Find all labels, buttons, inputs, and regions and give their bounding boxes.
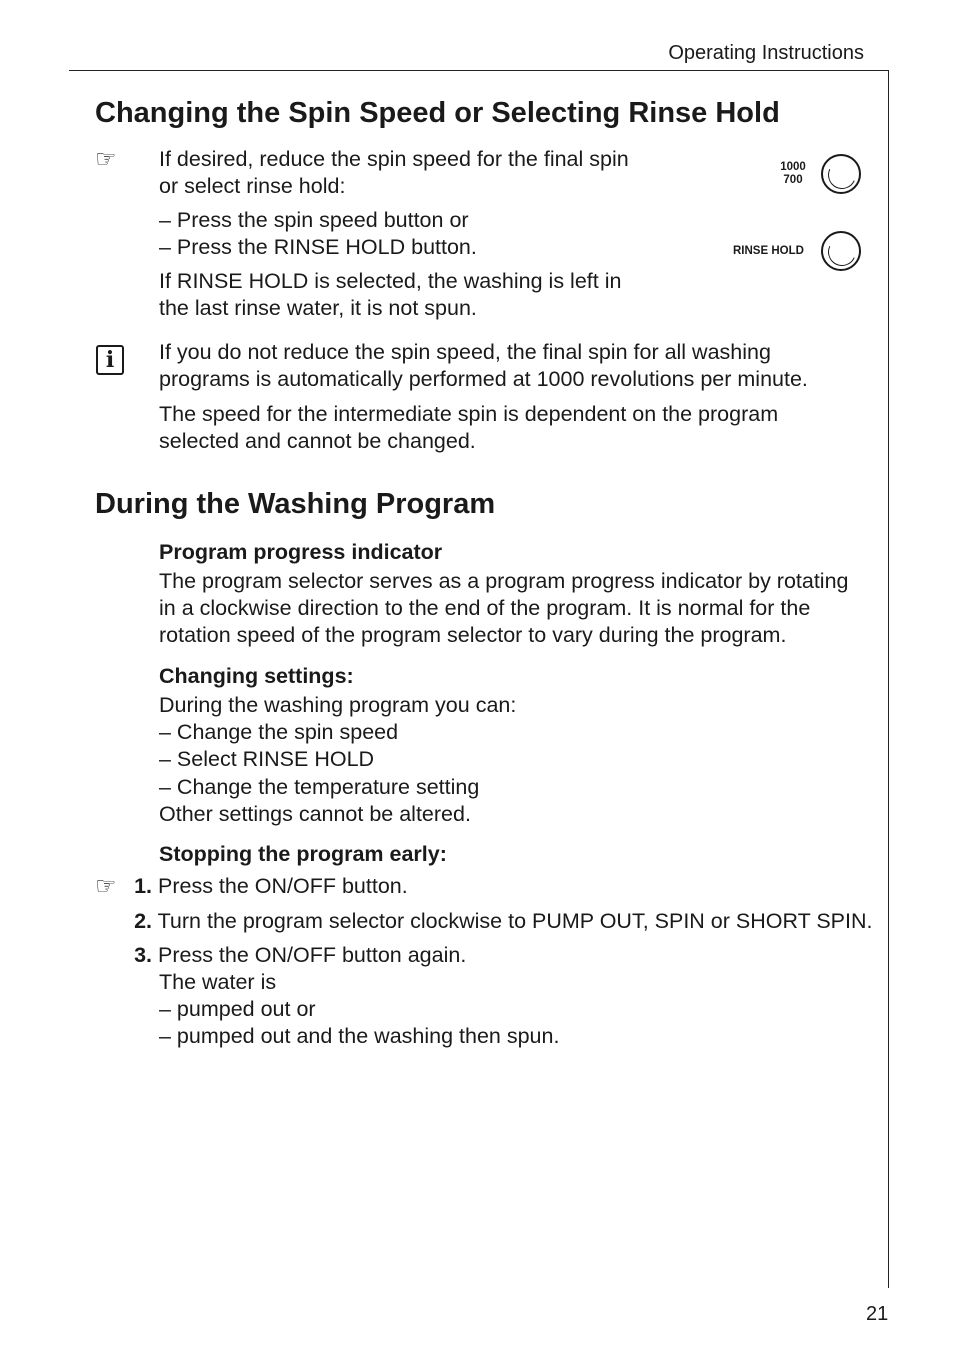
button-arc-icon [824, 157, 860, 193]
step-3-line-2: The water is [159, 970, 277, 994]
info-line-4: selected and cannot be changed. [159, 429, 476, 453]
button-arc-icon [824, 234, 860, 270]
page-number: 21 [866, 1303, 889, 1325]
rinse-hold-button[interactable] [821, 231, 861, 271]
section-title-spin-speed: Changing the Spin Speed or Selecting Rinse Hold [95, 97, 780, 129]
step-text: Press the ON/OFF button. [157, 874, 408, 898]
settings-line-5: Other settings cannot be altered. [159, 802, 471, 826]
step-number: 2. [134, 909, 152, 933]
rinse-hold-label: RINSE HOLD [733, 245, 804, 257]
step-text: Press the ON/OFF button again. [157, 943, 467, 967]
running-header: Operating Instructions [668, 42, 864, 64]
stop-heading: Stopping the program early: [159, 842, 447, 866]
step-number: 3. [134, 943, 152, 967]
step-1 [128, 873, 408, 900]
info-line-1: If you do not reduce the spin speed, the final spin for all washing [159, 340, 771, 364]
settings-line-2: – Change the spin speed [159, 720, 399, 744]
info-icon: i [96, 345, 124, 375]
settings-line-3: – Select RINSE HOLD [159, 747, 375, 771]
margin-rule [888, 70, 889, 1288]
progress-heading: Program progress indicator [159, 540, 443, 564]
spin-speed-label [777, 161, 809, 187]
info-line-2: programs is automatically performed at 1000 revolutions per minute. [159, 367, 808, 391]
progress-line-3: rotation speed of the program selector to vary during the program. [159, 623, 787, 647]
header-rule [69, 70, 889, 71]
pointing-hand-icon: ☞ [95, 146, 117, 173]
pointing-hand-icon: ☞ [95, 873, 117, 900]
step-3-line-4: – pumped out and the washing then spun. [159, 1024, 560, 1048]
spin-speed-high: 1000 [780, 161, 806, 173]
step-text: Turn the program selector clockwise to PUMP OUT, SPIN or SHORT SPIN. [157, 909, 873, 933]
intro-line-2: or select rinse hold: [159, 174, 346, 198]
rinse-note-line-1: If RINSE HOLD is selected, the washing is left in [159, 269, 622, 293]
intro-line-1: If desired, reduce the spin speed for the final spin [159, 147, 629, 171]
settings-line-1: During the washing program you can: [159, 693, 517, 717]
settings-line-4: – Change the temperature setting [159, 775, 480, 799]
progress-line-2: in a clockwise direction to the end of the program. It is normal for the [159, 596, 811, 620]
option-spin-speed: – Press the spin speed button or [159, 208, 469, 232]
section-title-washing-program: During the Washing Program [95, 488, 496, 520]
rinse-note-line-2: the last rinse water, it is not spun. [159, 296, 477, 320]
step-number: 1. [134, 874, 152, 898]
spin-speed-button[interactable] [821, 154, 861, 194]
settings-heading: Changing settings: [159, 664, 354, 688]
step-3 [128, 942, 466, 969]
step-2 [128, 908, 873, 935]
progress-line-1: The program selector serves as a program progress indicator by rotating [159, 569, 849, 593]
option-rinse-hold: – Press the RINSE HOLD button. [159, 235, 477, 259]
spin-speed-low: 700 [783, 174, 803, 186]
info-line-3: The speed for the intermediate spin is dependent on the program [159, 402, 779, 426]
step-3-line-3: – pumped out or [159, 997, 316, 1021]
